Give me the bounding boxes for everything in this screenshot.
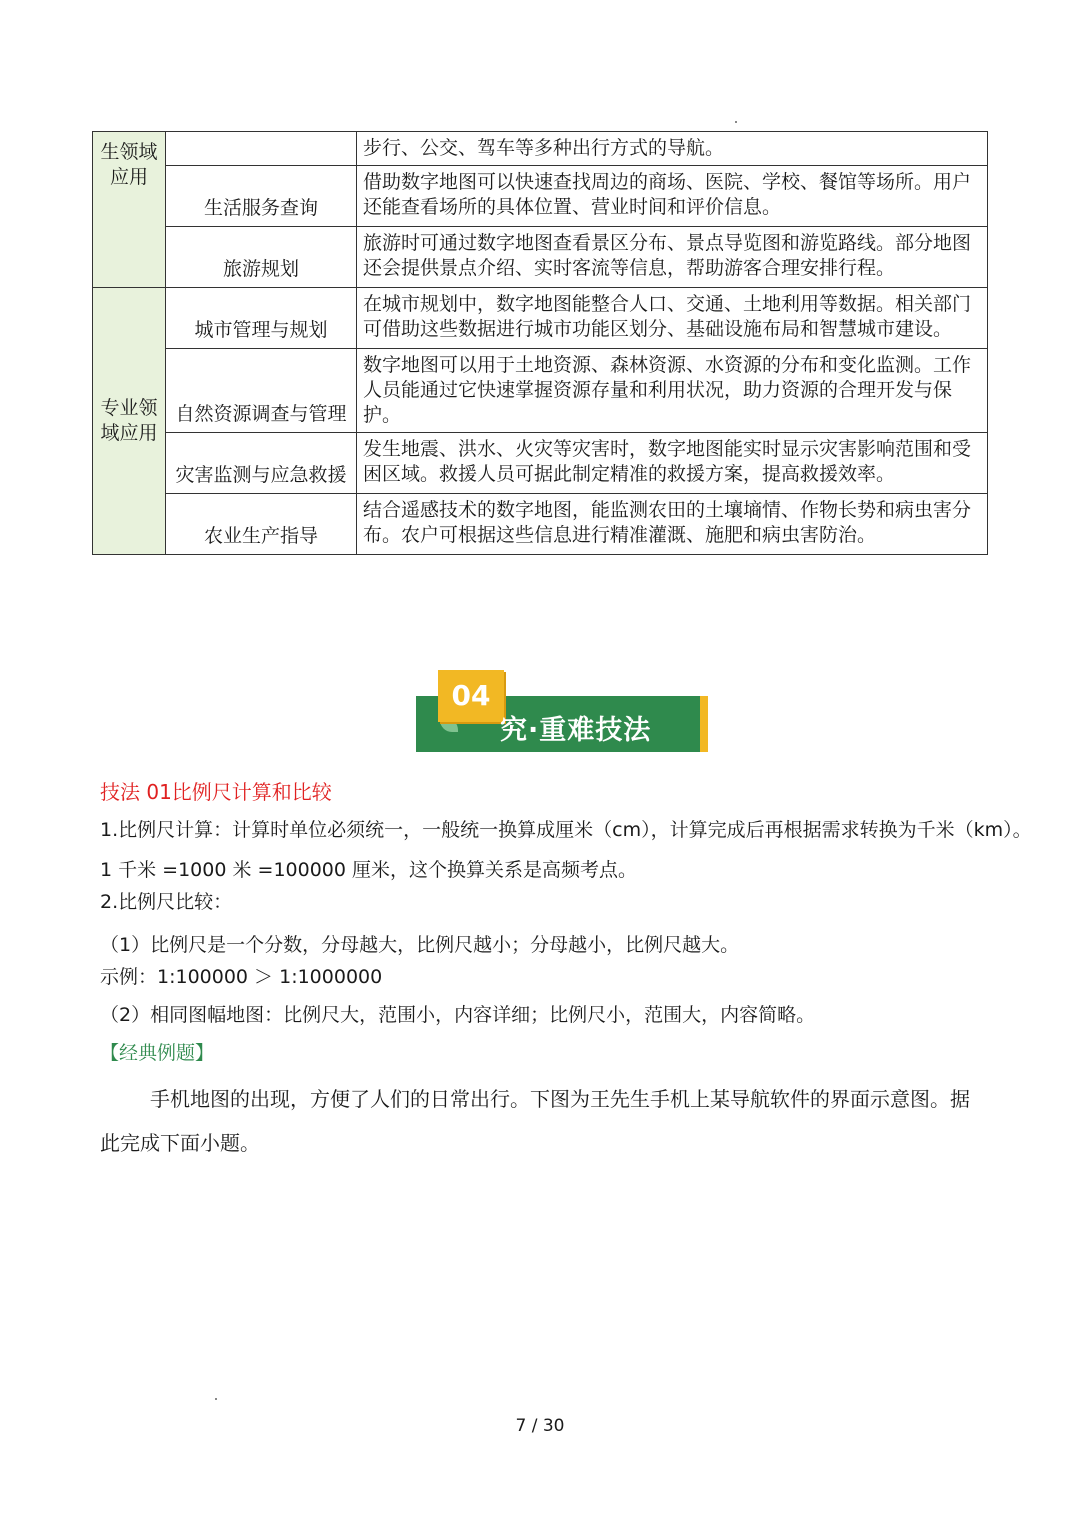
item-cell: 生活服务查询 xyxy=(166,166,357,227)
table-row xyxy=(93,132,988,166)
table-row xyxy=(93,494,988,555)
question-text: 手机地图的出现，方便了人们的日常出行。下图为王先生手机上某导航软件的界面示意图。据此完成下面小题。 xyxy=(100,1087,970,1155)
desc-cell: 在城市规划中，数字地图能整合人口、交通、土地利用等数据。相关部门可借助这些数据进行城市功能区划分、基础设施布局和智慧城市建设。 xyxy=(357,288,988,349)
paragraph: 2.比例尺比较： xyxy=(100,891,233,913)
scan-dot xyxy=(735,121,737,123)
table-row xyxy=(93,433,988,494)
paragraph: （1）比例尺是一个分数，分母越大，比例尺越小；分母越小，比例尺越大。 xyxy=(100,934,740,956)
section-banner xyxy=(412,668,710,756)
example-tag: 【经典例题】 xyxy=(100,1042,215,1064)
paragraph: （2）相同图幅地图：比例尺大，范围小，内容详细；比例尺小，范围大，内容简略。 xyxy=(100,1004,816,1026)
item-cell: 自然资源调查与管理 xyxy=(166,349,357,433)
desc-cell: 数字地图可以用于土地资源、森林资源、水资源的分布和变化监测。工作人员能通过它快速掌握资源存量和利用状况，助力资源的合理开发与保护。 xyxy=(357,349,988,433)
paragraph: 1.比例尺计算：计算时单位必须统一，一般统一换算成厘米（cm），计算完成后再根据需求转换为千米（km）。 xyxy=(100,819,1032,841)
item-cell: 农业生产指导 xyxy=(166,494,357,555)
item-cell xyxy=(166,132,357,166)
method-heading: 技法 01比例尺计算和比较 xyxy=(100,780,332,804)
desc-cell: 借助数字地图可以快速查找周边的商场、医院、学校、餐馆等场所。用户还能查看场所的具体位置、营业时间和评价信息。 xyxy=(357,166,988,227)
desc-cell: 旅游时可通过数字地图查看景区分布、景点导览图和游览路线。部分地图还会提供景点介绍、实时客流等信息，帮助游客合理安排行程。 xyxy=(357,227,988,288)
table-row xyxy=(93,288,988,349)
page-number: 7 / 30 xyxy=(515,1416,565,1436)
desc-cell: 发生地震、洪水、火灾等灾害时，数字地图能实时显示灾害影响范围和受困区域。救援人员可据此制定精准的救援方案，提高救援效率。 xyxy=(357,433,988,494)
item-cell: 灾害监测与应急救援 xyxy=(166,433,357,494)
banner-number: 04 xyxy=(438,670,504,722)
table-row xyxy=(93,227,988,288)
item-cell: 城市管理与规划 xyxy=(166,288,357,349)
table-row xyxy=(93,166,988,227)
desc-cell: 结合遥感技术的数字地图，能监测农田的土壤墒情、作物长势和病虫害分布。农户可根据这些信息进行精准灌溉、施肥和病虫害防治。 xyxy=(357,494,988,555)
category-cell: 专业领域应用 xyxy=(93,288,166,555)
application-table xyxy=(92,131,988,555)
scan-dot xyxy=(215,1398,217,1400)
paragraph: 示例：1:100000 ＞ 1:1000000 xyxy=(100,966,383,988)
paragraph: 1 千米 =1000 米 =100000 厘米，这个换算关系是高频考点。 xyxy=(100,859,638,881)
desc-cell: 步行、公交、驾车等多种出行方式的导航。 xyxy=(357,132,988,166)
banner-title: 究·重难技法 xyxy=(500,715,652,746)
table-row xyxy=(93,349,988,433)
category-cell: 生领域应用 xyxy=(93,132,166,288)
item-cell: 旅游规划 xyxy=(166,227,357,288)
